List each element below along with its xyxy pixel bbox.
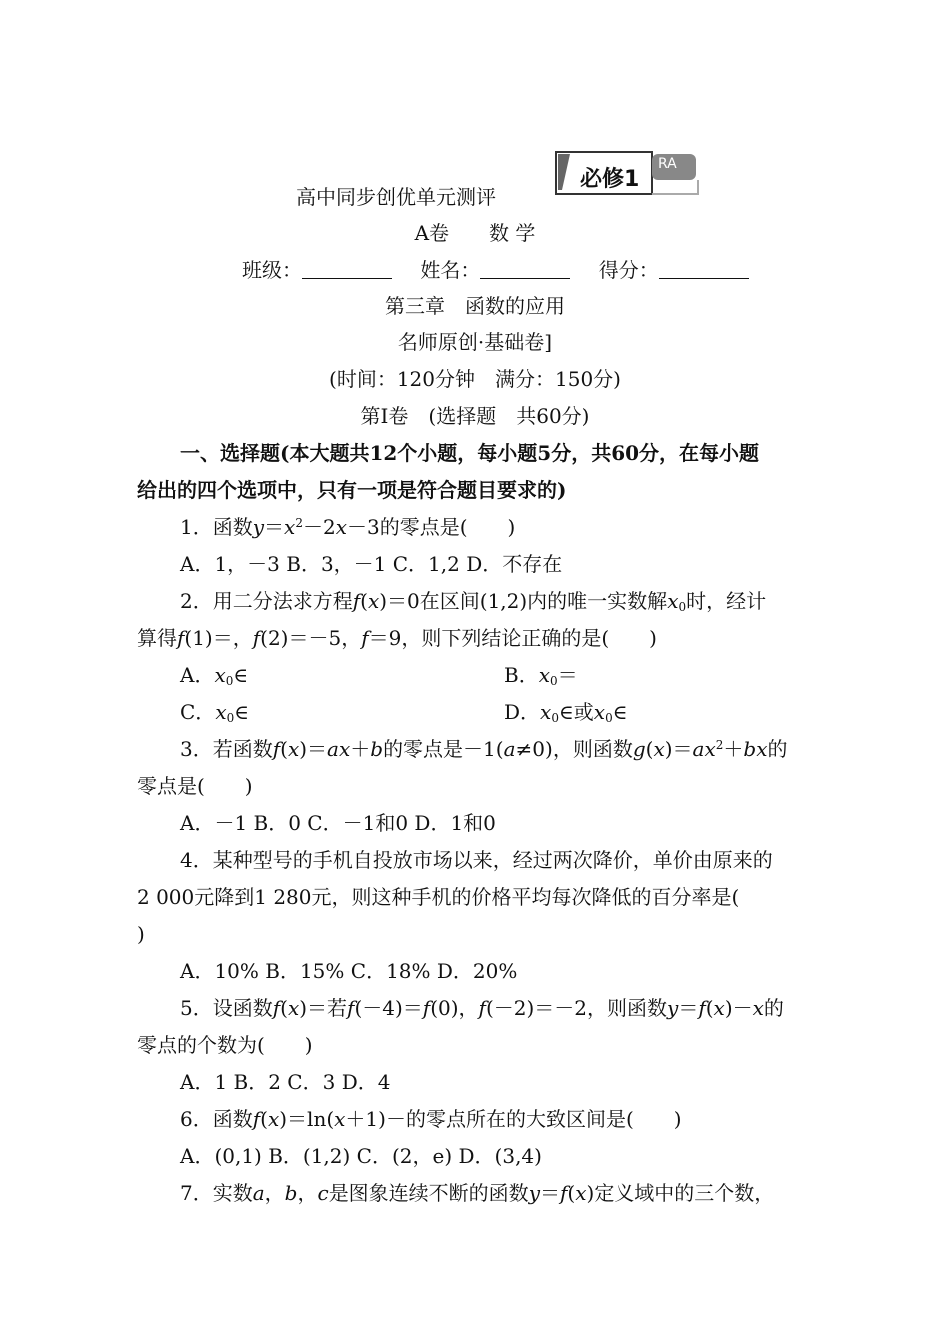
series-title: 高中同步创优单元测评 <box>296 185 496 209</box>
question-1-options: A．1，－3 B．3，－1 C．1,2 D．不存在 <box>180 552 563 576</box>
question-5-line2: 零点的个数为( ) <box>137 1033 313 1057</box>
question-6: 6．函数f(x)＝ln(x＋1)－的零点所在的大致区间是( ) <box>180 1107 682 1131</box>
name-blank[interactable] <box>480 260 570 279</box>
class-label: 班级： <box>242 258 302 282</box>
section-heading-line2: 给出的四个选项中，只有一项是符合题目要求的) <box>137 478 567 502</box>
question-5: 5．设函数f(x)＝若f(－4)＝f(0)，f(－2)＝－2，则函数y＝f(x)－x的 <box>180 996 784 1020</box>
question-5-options: A．1 B．2 C．3 D．4 <box>180 1070 391 1094</box>
section-heading-line1: 一、选择题(本大题共12个小题，每小题5分，共60分，在每小题 <box>180 441 760 465</box>
question-4-line2: 2 000元降到1 280元，则这种手机的价格平均每次降低的百分率是( <box>137 885 740 909</box>
part-title: 第Ⅰ卷 (选择题 共60分) <box>360 404 590 428</box>
question-3-line2: 零点是( ) <box>137 774 253 798</box>
time-info: (时间：120分钟 满分：150分) <box>329 367 621 391</box>
paper-subtitle: 名师原创·基础卷] <box>397 330 553 354</box>
question-2: 2．用二分法求方程f(x)＝0在区间(1,2)内的唯一实数解$x_0$时，经计 <box>180 589 767 614</box>
question-1: 1．函数$y=x^2-2x-3$的零点是( ) <box>180 515 516 539</box>
class-blank[interactable] <box>302 260 392 279</box>
question-3: 3．若函数f(x)＝ax＋b的零点是－1(a≠0)，则函数$g(x)=ax^2+bx$的 <box>180 737 788 761</box>
question-2-option-d: D．$x_0\in$或$x_0\in$ <box>504 700 628 725</box>
question-7: 7．实数a，b，c是图象连续不断的函数y＝f(x)定义域中的三个数， <box>180 1181 775 1205</box>
question-4: 4．某种型号的手机自投放市场以来，经过两次降价，单价由原来的 <box>180 848 773 872</box>
info-fields <box>242 257 749 283</box>
score-blank[interactable] <box>659 260 749 279</box>
name-label: 姓名： <box>420 258 481 282</box>
question-2-line2: 算得f(1)＝，f(2)＝－5，f＝9，则下列结论正确的是( ) <box>137 626 657 650</box>
question-3-options: A．－1 B．0 C．－1和0 D．1和0 <box>180 811 496 835</box>
question-4-line3: ) <box>137 922 145 946</box>
badge-title: 必修1 <box>580 167 640 192</box>
question-2-option-c: C．$x_0\in$ <box>180 700 250 725</box>
question-6-options: A．(0,1) B．(1,2) C．(2，e) D．(3,4) <box>180 1144 542 1168</box>
paper-title: A卷 数 学 <box>414 221 536 245</box>
question-2-option-b: B．$x_0=$ <box>504 663 578 688</box>
chapter-title: 第三章 函数的应用 <box>385 294 565 318</box>
textbook-badge <box>552 150 700 202</box>
question-4-options: A．10% B．15% C．18% D．20% <box>180 959 518 983</box>
badge-ra-label: RA <box>658 156 677 172</box>
score-label: 得分： <box>598 258 659 282</box>
question-2-option-a: A．$x_0\in$ <box>180 663 249 688</box>
